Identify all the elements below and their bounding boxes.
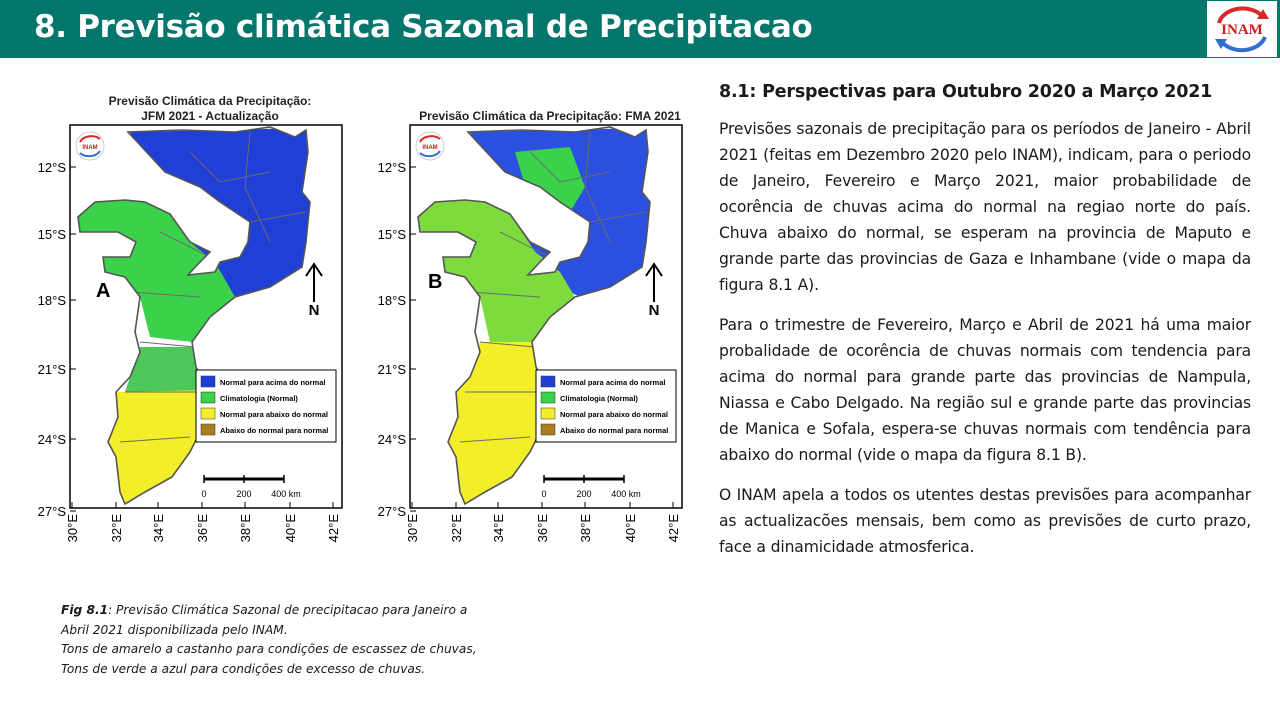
map-body (38, 125, 342, 542)
paragraph-3: O INAM apela a todos os utentes destas previsões para acompanhar as actualizacões mensais, bem como as previsões de curto prazo, face a dinamicidade atmosferica. (719, 486, 1251, 556)
scale-label: 0 (201, 489, 207, 499)
map-panel-a (37, 92, 360, 552)
lon-label: 42°E (326, 514, 341, 543)
lat-label: 21°S (37, 362, 66, 377)
paragraph-2: Para o trimestre de Fevereiro, Março e Abril de 2021 há uma maior probalidade de ocorência de chuvas normais com tendencia para acima do normal para grande parte das provincias de Nampula, Niassa e Cabo Delgado. Na região sul e grande parte das provincias de Manica e Sofala, espera-se chuvas normais com tendência para abaixo do normal (vide o mapa da figura 8.1 B). (719, 316, 1251, 464)
header-bar (0, 0, 1280, 58)
panel-letter: A (96, 280, 111, 302)
lon-label: 30°E (65, 514, 80, 543)
lon-label: 36°E (535, 514, 550, 543)
map-panel-b (377, 92, 700, 552)
map-a-title-line1: Previsão Climática da Precipitação: (108, 94, 312, 108)
legend-label: Abaixo do normal para normal (220, 426, 329, 435)
legend-swatch (201, 408, 215, 419)
legend (536, 370, 676, 442)
lon-label: 30°E (405, 514, 420, 543)
scale-label: 0 (541, 489, 547, 499)
lat-label: 24°S (37, 432, 66, 447)
legend-swatch (541, 424, 555, 435)
map-a-title-line2: JFM 2021 - Actualização (141, 109, 279, 123)
legend-label: Climatologia (Normal) (220, 394, 298, 403)
map-a-figure (37, 92, 360, 552)
legend-swatch (541, 392, 555, 403)
lat-label: 27°S (37, 504, 66, 519)
caption-line2: Abril 2021 disponibilizada pelo INAM. (61, 622, 288, 637)
north-label: N (308, 302, 320, 319)
logo-text: INAM (1221, 22, 1263, 38)
lon-label: 40°E (623, 514, 638, 543)
scale-label: 200 (576, 489, 592, 499)
caption-line4: Tons de verde a azul para condições de excesso de chuvas. (61, 661, 426, 676)
legend-swatch (201, 424, 215, 435)
legend-label: Normal para acima do normal (220, 378, 326, 387)
map-b-title-line1: Previsão Climática da Precipitação: FMA 2021 (419, 109, 681, 123)
scale-label: 200 (236, 489, 252, 499)
figure-caption (61, 601, 501, 679)
lon-label: 34°E (491, 514, 506, 543)
map-body (378, 125, 682, 542)
lat-label: 21°S (377, 362, 406, 377)
section-title: 8.1: Perspectivas para Outubro 2020 a Março 2021 (719, 82, 1213, 102)
map-b-figure (377, 92, 700, 552)
lat-label: 18°S (377, 293, 406, 308)
map-logo-text: INAM (82, 145, 98, 151)
legend-label: Abaixo do normal para normal (560, 426, 669, 435)
legend-swatch (541, 408, 555, 419)
legend-label: Climatologia (Normal) (560, 394, 638, 403)
inam-logo (1207, 1, 1277, 57)
lat-label: 24°S (377, 432, 406, 447)
lat-label: 15°S (37, 227, 66, 242)
legend-label: Normal para acima do normal (560, 378, 666, 387)
page-title: 8. Previsão climática Sazonal de Precipitacao (34, 9, 813, 45)
caption-line3: Tons de amarelo a castanho para condições de escassez de chuvas, (61, 642, 477, 656)
paragraph-1: Previsões sazonais de precipitação para os períodos de Janeiro - Abril 2021 (feitas em Dezembro 2020 pelo INAM), indicam, para o periodo de Janeiro, Fevereiro e Março 2021, maior probabilidade de ocorência de chuvas acima do normal na regiao norte do país. Chuva abaixo do normal, se esperam na provincia de Maputo e grande parte das provincias de Gaza e Inhambane (vide o mapa da figura 8.1 A). (719, 120, 1251, 294)
lon-label: 38°E (238, 514, 253, 543)
caption-line1: : Previsão Climática Sazonal de precipitacao para Janeiro a (108, 603, 468, 617)
legend (196, 370, 336, 442)
legend-swatch (541, 376, 555, 387)
legend-label: Normal para abaixo do normal (560, 410, 668, 419)
scale-label: 400 km (611, 489, 641, 499)
lon-label: 36°E (195, 514, 210, 543)
lon-label: 32°E (449, 514, 464, 543)
lon-label: 38°E (578, 514, 593, 543)
legend-swatch (201, 376, 215, 387)
caption-label: Fig 8.1 (61, 603, 109, 617)
lon-label: 32°E (109, 514, 124, 543)
lon-label: 34°E (151, 514, 166, 543)
lat-label: 27°S (377, 504, 406, 519)
lat-label: 12°S (37, 160, 66, 175)
panel-letter: B (428, 271, 443, 293)
legend-swatch (201, 392, 215, 403)
text-column (719, 82, 1251, 574)
lat-label: 18°S (37, 293, 66, 308)
lon-label: 42°E (666, 514, 681, 543)
lon-label: 40°E (283, 514, 298, 543)
scale-label: 400 km (271, 489, 301, 499)
lat-label: 15°S (377, 227, 406, 242)
lat-label: 12°S (377, 160, 406, 175)
legend-label: Normal para abaixo do normal (220, 410, 328, 419)
map-logo-text: INAM (422, 145, 438, 151)
north-label: N (648, 302, 660, 319)
